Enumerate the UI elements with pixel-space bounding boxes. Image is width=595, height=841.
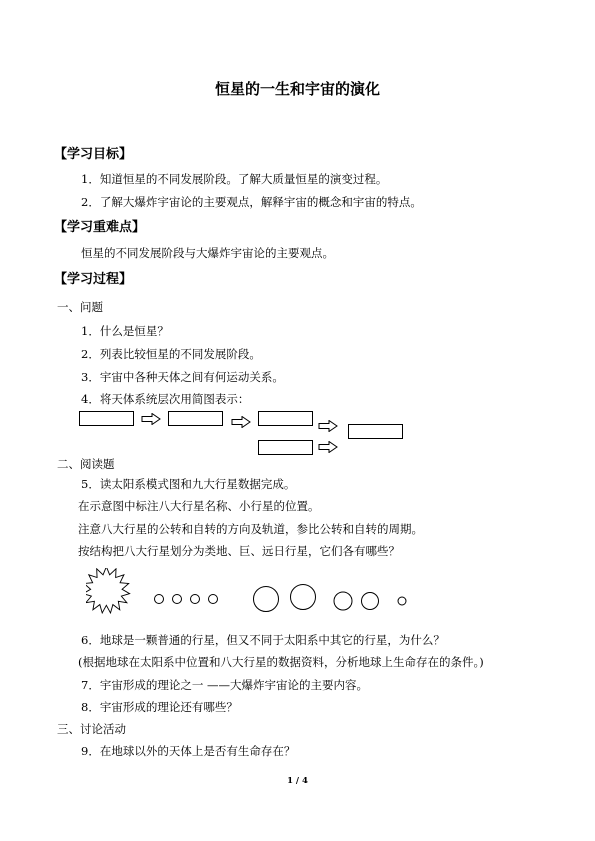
reading-item: 6．地球是一颗普通的行星，但又不同于太阳系中其它的行星，为什么？ xyxy=(81,633,445,647)
question-item: 3．宇宙中各种天体之间有何运动关系。 xyxy=(81,370,284,384)
section-heading-key-points: 【学习重难点】 xyxy=(54,220,146,235)
reading-item: 7．宇宙形成的理论之一 ——大爆炸宇宙论的主要内容。 xyxy=(81,678,368,692)
arrow-right-icon xyxy=(231,416,251,428)
arrow-right-icon xyxy=(318,441,338,453)
planet-icon xyxy=(291,585,316,610)
reading-item: (根据地球在太阳系中位置和八大行星的数据资料，分析地球上生命存在的条件。) xyxy=(78,655,484,669)
planet-icon xyxy=(173,595,182,604)
sun-icon xyxy=(86,568,130,613)
goal-item: 1．知道恒星的不同发展阶段。了解大质量恒星的演变过程。 xyxy=(81,172,388,186)
part2-heading: 二、阅读题 xyxy=(57,457,115,471)
page-number: 1 / 4 xyxy=(287,776,308,786)
planet-icon xyxy=(155,595,164,604)
key-points-text: 恒星的不同发展阶段与大爆炸宇宙论的主要观点。 xyxy=(81,246,334,260)
question-item: 1．什么是恒星？ xyxy=(81,324,169,338)
reading-item: 按结构把八大行星划分为类地、巨、远日行星，它们各有哪些？ xyxy=(78,544,400,558)
discussion-item: 9．在地球以外的天体上是否有生命存在？ xyxy=(81,744,296,758)
section-heading-goals: 【学习目标】 xyxy=(54,147,133,162)
planet-icon xyxy=(254,587,279,612)
reading-item: 在示意图中标注八大行星名称、小行星的位置。 xyxy=(78,499,320,513)
section-heading-process: 【学习过程】 xyxy=(54,272,133,287)
goal-item: 2．了解大爆炸宇宙论的主要观点，解释宇宙的概念和宇宙的特点。 xyxy=(81,195,422,209)
hierarchy-box-3 xyxy=(258,411,313,426)
planet-icon xyxy=(398,597,406,605)
part1-heading: 一、问题 xyxy=(57,300,103,314)
hierarchy-box-4 xyxy=(258,440,313,455)
reading-item: 注意八大行星的公转和自转的方向及轨道，参比公转和自转的周期。 xyxy=(78,522,423,536)
hierarchy-box-5 xyxy=(348,424,403,439)
question-item: 4．将天体系统层次用简图表示： xyxy=(81,392,250,406)
question-item: 2．列表比较恒星的不同发展阶段。 xyxy=(81,347,261,361)
planet-icon xyxy=(191,595,200,604)
page-title: 恒星的一生和宇宙的演化 xyxy=(214,80,380,98)
reading-item: 5．读太阳系模式图和九大行星数据完成。 xyxy=(81,477,296,491)
arrow-right-icon xyxy=(141,413,161,425)
reading-item: 8．宇宙形成的理论还有哪些？ xyxy=(81,700,238,714)
solar-system-diagram xyxy=(86,568,426,618)
hierarchy-box-2 xyxy=(168,411,223,426)
part3-heading: 三、讨论活动 xyxy=(57,722,126,736)
planet-icon xyxy=(209,595,218,604)
hierarchy-box-1 xyxy=(79,411,134,426)
planet-icon xyxy=(362,593,379,610)
arrow-right-icon xyxy=(318,420,338,432)
planet-icon xyxy=(334,592,352,610)
